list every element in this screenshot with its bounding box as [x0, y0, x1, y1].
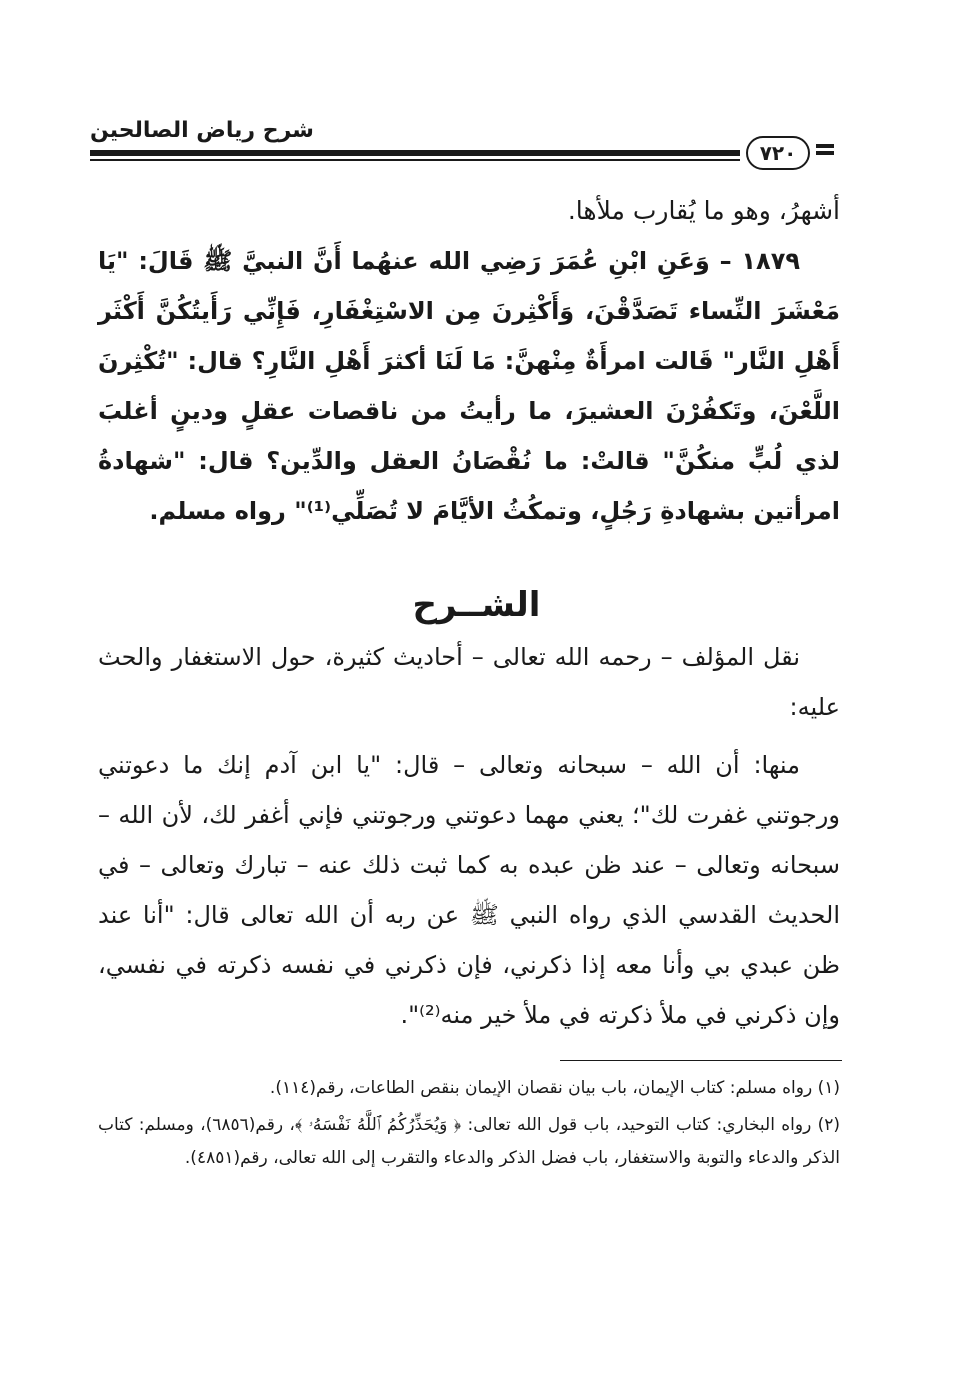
hadith-1879: ١٨٧٩ – وَعَنِ ابْنِ عُمَرَ رَضِي الله عنهُما أَنَّ النبيَّ ﷺ قَالَ: "يَا مَعْشَرَ النِّساء تَصَدَّقْنَ، وَأَكْثِرنَ مِن الاسْتِغْفَارِ، فَإِنِّي رَأَيتُكُنَّ أَكْثَر أَهْلِ النَّار" قَالت امرأَةٌ مِنْهنَّ: مَا لَنَا أكثرَ أَهْلِ النَّارِ؟ قال: "تُكْثِرنَ اللَّعْنَ، وتَكفُرْنَ العشيرَ، ما رأيتُ من ناقصات عقلٍ ودينٍ أغلبَ لذي لُبٍّ منكُنَّ" قالتْ: ما نُقْصَانُ العقل والدِّين؟ قال: "شهادةُ امرأتين بشهادةِ رَجُلٍ، وتمكُثُ الأيَّامَ لا تُصَلِّي⁽¹⁾" رواه مسلم. [98, 247, 840, 525]
page-mark-icon [816, 144, 834, 160]
commentary [98, 632, 840, 1040]
footnote-separator [560, 1060, 842, 1061]
footnotes [98, 1072, 840, 1175]
footnote-1: (١) رواه مسلم: كتاب الإيمان، باب بيان نقصان الإيمان بنقص الطاعات، رقم(١١٤). [269, 1078, 840, 1098]
footnote-2: (٢) رواه البخاري: كتاب التوحيد، باب قول الله تعالى: ﴿ وَيُحَذِّرُكُمُ ٱللَّهُ نَفْسَهُۥ ﴾، رقم(٦٨٥٦)، ومسلم: كتاب الذكر والدعاء والتوبة والاستغفار، باب فضل الذكر والدعاء والتقرب إلى الله تعالى، رقم(٤٨٥١). [98, 1115, 840, 1168]
header-rule-thin [90, 159, 740, 161]
main-text [98, 186, 840, 536]
page-header [90, 118, 838, 178]
continuation-line: أشهرُ، وهو ما يُقارب ملأها. [567, 196, 840, 225]
commentary-paragraph-1: نقل المؤلف – رحمه الله تعالى – أحاديث كثيرة، حول الاستغفار والحث عليه: [98, 643, 840, 721]
page-number: ٧٢٠ [746, 136, 810, 170]
commentary-paragraph-2: منها: أن الله – سبحانه وتعالى – قال: "يا ابن آدم إنك ما دعوتني ورجوتني غفرت لك"؛ يعني مهما دعوتني ورجوتني فإني أغفر لك، لأن الله – سبحانه وتعالى – عند ظن عبده به كما ثبت ذلك عنه – تبارك وتعالى – في الحديث القدسي الذي رواه النبي ﷺ عن ربه أن الله تعالى قال: "أنا عند ظن عبدي بي وأنا معه إذا ذكرني، فإن ذكرني في نفسه ذكرته في نفسي، وإن ذكرني في ملأ ذكرته في ملأ خير منه⁽²⁾". [98, 751, 840, 1029]
book-title: شرح رياض الصالحين [90, 118, 314, 143]
section-title: الشــرح [412, 585, 541, 625]
header-rule-thick [90, 150, 740, 156]
